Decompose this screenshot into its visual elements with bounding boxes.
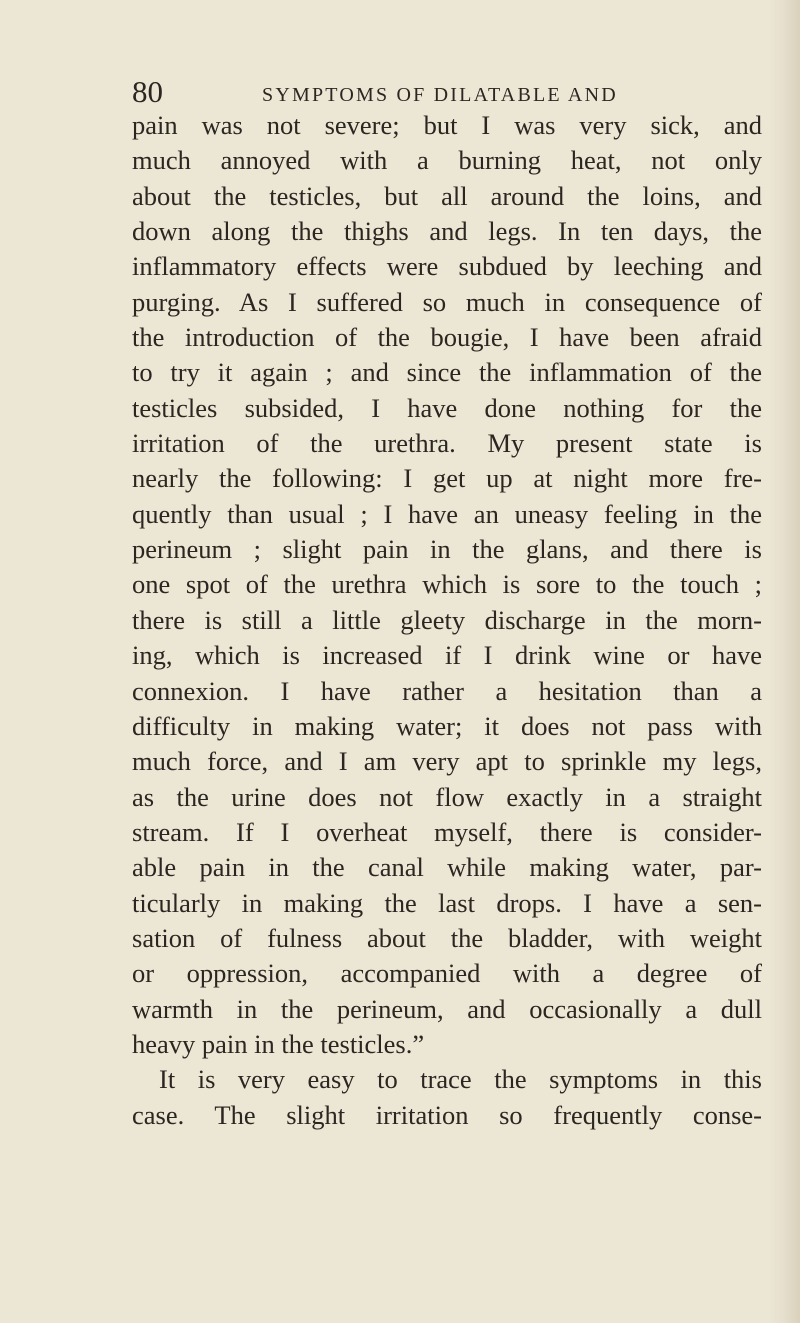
page-number: 80 xyxy=(132,74,163,109)
text-line: to try it again ; and since the inflammation of the xyxy=(132,357,762,388)
text-line: ing, which is increased if I drink wine or have xyxy=(132,640,762,671)
text-line: quently than usual ; I have an uneasy feeling in the xyxy=(132,498,762,529)
text-line: connexion. I have rather a hesitation than a xyxy=(132,675,762,706)
text-line: inflammatory effects were subdued by leeching and xyxy=(132,251,762,282)
text-line: sation of fulness about the bladder, with weight xyxy=(132,922,762,953)
text-line: one spot of the urethra which is sore to the touch ; xyxy=(132,569,762,600)
text-line: stream. If I overheat myself, there is consider- xyxy=(132,816,762,847)
text-line: ticularly in making the last drops. I have a sen- xyxy=(132,887,762,918)
text-line: down along the thighs and legs. In ten days, the xyxy=(132,216,762,247)
text-line: perineum ; slight pain in the glans, and there is xyxy=(132,534,762,565)
text-line: there is still a little gleety discharge in the morn- xyxy=(132,604,762,635)
page-header xyxy=(0,72,800,112)
text-line: difficulty in making water; it does not pass with xyxy=(132,710,762,741)
text-line: warmth in the perineum, and occasionally a dull xyxy=(132,993,762,1024)
text-line: about the testicles, but all around the loins, and xyxy=(132,180,762,211)
text-line: the introduction of the bougie, I have been afraid xyxy=(132,322,762,353)
text-line: nearly the following: I get up at night more fre- xyxy=(132,463,762,494)
text-line: case. The slight irritation so frequently conse- xyxy=(132,1099,762,1130)
text-line: as the urine does not flow exactly in a straight xyxy=(132,781,762,812)
text-line: able pain in the canal while making water, par- xyxy=(132,852,762,883)
text-line: or oppression, accompanied with a degree of xyxy=(132,958,762,989)
page-edge xyxy=(786,0,800,1323)
text-line: It is very easy to trace the symptoms in this xyxy=(159,1064,762,1095)
text-line: testicles subsided, I have done nothing for the xyxy=(132,392,762,423)
text-line: heavy pain in the testicles.” xyxy=(132,1028,425,1059)
text-line: pain was not severe; but I was very sick, and xyxy=(132,110,762,140)
text-line: irritation of the urethra. My present state is xyxy=(132,428,762,459)
text-line: purging. As I suffered so much in consequence of xyxy=(132,286,762,317)
text-line: much force, and I am very apt to sprinkle my legs, xyxy=(132,746,762,777)
text-line: much annoyed with a burning heat, not only xyxy=(132,145,762,176)
body-text xyxy=(132,108,762,1133)
running-head: SYMPTOMS OF DILATABLE AND xyxy=(262,84,618,106)
